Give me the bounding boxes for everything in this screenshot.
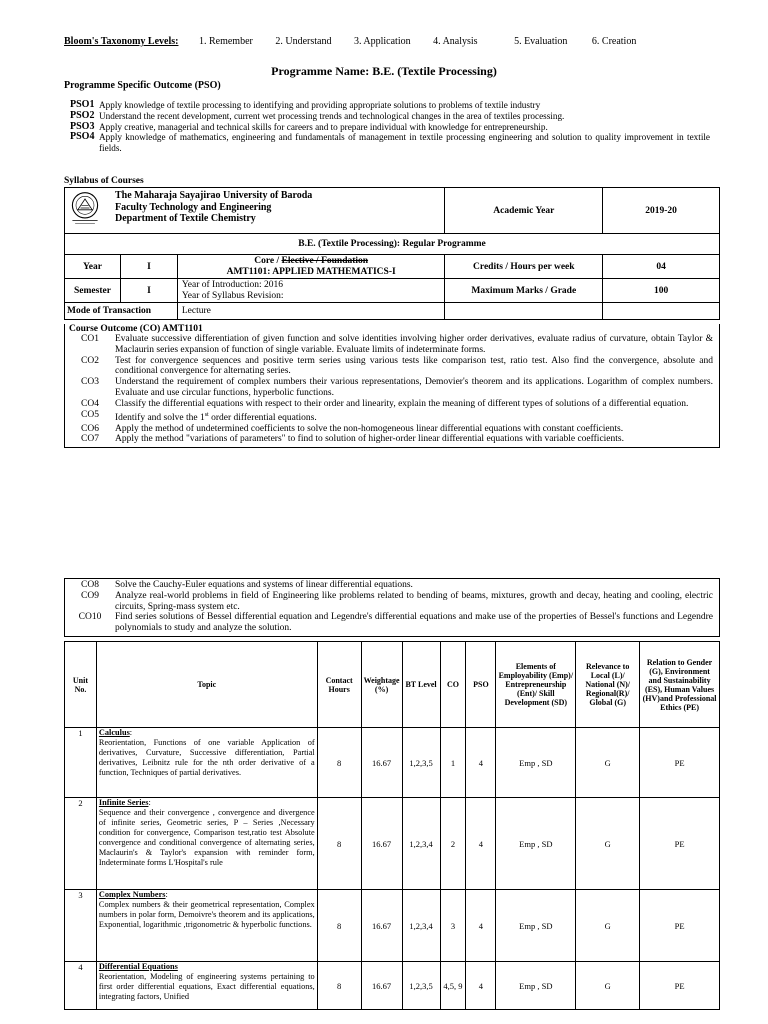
co-value: 3 [440, 890, 466, 962]
pso-value: 4 [466, 962, 496, 1010]
blooms-levels [64, 36, 636, 47]
topic-title: Differential Equations [98, 962, 178, 971]
co-heading: Course Outcome (CO) AMT1101 [69, 324, 203, 334]
faculty-name: Faculty Technology and Engineering [115, 201, 272, 213]
topic-body: Reorientation, Modeling of engineering systems pertaining to first order differential equations, Exact differential equations, integrating factors, Unified [98, 972, 315, 1001]
academic-year-label: Academic Year [445, 188, 603, 234]
co-code: CO7 [81, 434, 99, 445]
pso-item [70, 111, 710, 122]
pso-text: Understand the recent development, current wet processing trends and technological changes in the area of textiles processing. [99, 110, 565, 121]
credits-value: 04 [603, 255, 720, 279]
topic-body: Complex numbers & their geometrical representation, Complex numbers in polar form, Demoivre's theorem and its applications, Exponential, logarithmic ,trigonometric & hyperbolic functions. [98, 900, 315, 929]
pso-item [70, 100, 710, 111]
semester-value: I [120, 279, 177, 303]
bt-level: 1,2,3,5 [402, 962, 440, 1010]
university-cell [65, 188, 445, 234]
mode-value: Lecture [177, 303, 445, 320]
col-employability: Elements of Employability (Emp)/ Entrepreneurship (Ent)/ Skill Development (SD) [496, 642, 576, 728]
co-code: CO9 [81, 590, 99, 601]
co-item [65, 356, 719, 378]
bloom-level-4: 4. Analysis [433, 36, 478, 47]
co-text: Apply the method of undetermined coefficients to solve the non-homogeneous linear differential equations with constant coefficients. [115, 423, 624, 434]
bt-level: 1,2,3,5 [402, 728, 440, 798]
course-outcomes-continued [64, 578, 720, 637]
pso-item [70, 132, 710, 154]
weightage: 16.67 [361, 798, 402, 890]
programme-row: B.E. (Textile Processing): Regular Programme [65, 234, 720, 255]
pso-heading: Programme Specific Outcome (PSO) [64, 80, 221, 91]
university-name: The Maharaja Sayajirao University of Baroda [115, 190, 313, 201]
contact-hours: 8 [317, 962, 361, 1010]
topic-title: Complex Numbers [98, 890, 166, 899]
academic-year-value: 2019-20 [603, 188, 720, 234]
col-contact: Contact Hours [317, 642, 361, 728]
year-label: Year [65, 255, 121, 279]
col-co: CO [440, 642, 466, 728]
co-item [65, 424, 719, 435]
marks-value: 100 [603, 279, 720, 303]
unit-topic [96, 798, 317, 890]
marks-label: Maximum Marks / Grade [445, 279, 603, 303]
co-item [65, 580, 719, 591]
bloom-level-3: 3. Application [353, 36, 411, 47]
co-text: Evaluate successive differentiation of given function and solve identities involving higher order derivatives, evaluate radius of curvature, obtain Taylor & Maclaurin series expansion of function of single variable. Evaluate limits of indeterminate forms. [115, 334, 713, 355]
co-text [115, 410, 719, 424]
topic-body: Sequence and their convergence , convergence and divergence of infinite series, Geometric series, P – Series ,Necessary condition for convergence, Comparison test,ratio test Absolute convergence and conditional convergence of alternating series, Maclaurin's & Taylor's expansion with reminder form, Indeterminate forms L'Hospital's rule [98, 808, 315, 867]
co-text: Test for convergence sequences and positive term series using various tests like comparison test, ratio test. Also find the convergence, absolute and conditional convergence for alternating series. [115, 355, 713, 377]
table-row [65, 798, 720, 890]
contact-hours: 8 [317, 798, 361, 890]
table-row [65, 728, 720, 798]
topic-title-suffix: : [148, 798, 151, 807]
employability-value: Emp , SD [496, 962, 576, 1010]
co-code: CO6 [81, 423, 99, 434]
unit-table [64, 641, 720, 1010]
co-item [65, 591, 719, 613]
unit-number: 3 [65, 890, 97, 962]
university-logo-icon [67, 190, 103, 226]
co-text-part: Identify and solve the 1 [115, 412, 205, 423]
col-pso: PSO [466, 642, 496, 728]
unit-number: 4 [65, 962, 97, 1010]
topic-title: Calculus [98, 728, 130, 737]
relation-value: PE [640, 798, 720, 890]
weightage: 16.67 [361, 728, 402, 798]
topic-body: Reorientation, Functions of one variable Application of derivatives, Curvature, Successive differentiation, Partial derivatives, Leibnitz rule for the nth order derivative of a function, Techniques of partial derivatives. [98, 738, 315, 777]
co-code: CO5 [81, 409, 99, 420]
col-bt: BT Level [402, 642, 440, 728]
unit-topic [96, 962, 317, 1010]
pso-item [70, 122, 710, 133]
relation-value: PE [640, 728, 720, 798]
co-text: Solve the Cauchy-Euler equations and systems of linear differential equations. [115, 580, 413, 590]
co-text: Understand the requirement of complex numbers their various representations, Demovier's theorem and its applications. Logarithm of complex numbers. Evaluate and use circular functions, hyperbolic functions. [115, 377, 713, 398]
topic-title-suffix: : [129, 728, 133, 737]
programme-title: Programme Name: B.E. (Textile Processing) [271, 64, 497, 78]
department-name: Department of Textile Chemistry [115, 213, 256, 224]
pso-code: PSO3 [70, 120, 95, 132]
semester-label: Semester [65, 279, 121, 303]
relevance-value: G [576, 890, 640, 962]
col-topic: Topic [96, 642, 317, 728]
co-text-part: order differential equations. [208, 412, 317, 423]
credits-label: Credits / Hours per week [445, 255, 603, 279]
co-item [65, 434, 719, 445]
co-text: Analyze real-world problems in field of Engineering like problems related to bending of beams, mixtures, growth and decay, heating and cooling, electric circuits, Spring-mass system etc. [115, 590, 713, 612]
co-text: Classify the differential equations with respect to their order and linearity, explain the meaning of different types of solutions of a differential equation. [115, 398, 689, 409]
relevance-value: G [576, 798, 640, 890]
weightage: 16.67 [361, 962, 402, 1010]
pso-value: 4 [466, 890, 496, 962]
course-type-cell [177, 255, 445, 279]
mode-label: Mode of Transaction [65, 303, 178, 320]
table-row [65, 962, 720, 1010]
co-item [65, 334, 719, 356]
year-introduction: Year of Introduction: 2016 [181, 280, 284, 290]
col-relevance: Relevance to Local (L)/ National (N)/ Regional(R)/ Global (G) [576, 642, 640, 728]
co-code: CO10 [78, 612, 102, 623]
co-value: 2 [440, 798, 466, 890]
employability-value: Emp , SD [496, 890, 576, 962]
co-item [65, 410, 719, 424]
bloom-level-6: 6. Creation [591, 36, 637, 47]
co-value: 1 [440, 728, 466, 798]
topic-title: Infinite Series [98, 798, 149, 807]
employability-value: Emp , SD [496, 728, 576, 798]
contact-hours: 8 [317, 890, 361, 962]
co-item [65, 612, 719, 634]
pso-value: 4 [466, 798, 496, 890]
col-unit: Unit No. [65, 642, 97, 728]
co-code: CO2 [81, 355, 99, 366]
year-value: I [120, 255, 177, 279]
pso-value: 4 [466, 728, 496, 798]
relevance-value: G [576, 728, 640, 798]
pso-code: PSO4 [70, 131, 95, 143]
unit-topic [96, 890, 317, 962]
bloom-level-2: 2. Understand [275, 36, 332, 47]
unit-topic [96, 728, 317, 798]
pso-text: Apply creative, managerial and technical skills for careers and to prepare individual with knowledge for entrepreneurship. [99, 121, 548, 132]
co-item [65, 399, 719, 410]
bt-level: 1,2,3,4 [402, 798, 440, 890]
bt-level: 1,2,3,4 [402, 890, 440, 962]
co-value: 4,5, 9 [440, 962, 466, 1010]
co-code: CO8 [81, 580, 99, 590]
col-relation: Relation to Gender (G), Environment and Sustainability (ES), Human Values (HV)and Professional Ethics (PE) [640, 642, 720, 728]
core-label: Core / [254, 256, 282, 266]
pso-code: PSO1 [70, 99, 95, 110]
pso-text: Apply knowledge of textile processing to identifying and providing appropriate solutions to problems of textile industry [99, 100, 541, 110]
course-outcomes-box [64, 324, 720, 448]
pso-code: PSO2 [70, 109, 95, 121]
elective-label: Elective / Foundation [281, 256, 369, 266]
weightage: 16.67 [361, 890, 402, 962]
relation-value: PE [640, 890, 720, 962]
co-text: Find series solutions of Bessel differential equation and Legendre's differential equations and make use of the properties of Bessel's functions and Legendre polynomials to study and analyze the solution. [115, 612, 713, 634]
year-info-cell [177, 279, 445, 303]
relation-value: PE [640, 962, 720, 1010]
co-text: Apply the method "variations of parameters" to find to solution of higher-order linear differential equations with variable coefficients. [115, 434, 624, 445]
unit-table-header [65, 642, 720, 728]
syllabus-heading: Syllabus of Courses [64, 176, 144, 186]
co-text-sup: st [204, 411, 209, 418]
relevance-value: G [576, 962, 640, 1010]
year-revision: Year of Syllabus Revision: [181, 290, 284, 301]
contact-hours: 8 [317, 728, 361, 798]
pso-text: Apply knowledge of mathematics, engineering and fundamentals of management in textile processing engineering and solution to quality improvement in textile fields. [99, 132, 710, 154]
unit-number: 1 [65, 728, 97, 798]
co-code: CO1 [81, 334, 99, 344]
bloom-level-5: 5. Evaluation [514, 36, 568, 47]
co-code: CO4 [81, 398, 99, 409]
co-item [65, 377, 719, 399]
employability-value: Emp , SD [496, 798, 576, 890]
blooms-label: Bloom's Taxonomy Levels: [64, 36, 179, 47]
empty-cell [445, 303, 603, 320]
pso-list [70, 100, 710, 154]
col-weightage: Weightage (%) [361, 642, 402, 728]
co-code: CO3 [81, 377, 99, 388]
unit-number: 2 [65, 798, 97, 890]
table-row [65, 890, 720, 962]
bloom-level-1: 1. Remember [198, 36, 253, 47]
course-header-table [64, 187, 720, 320]
empty-cell [603, 303, 720, 320]
course-code-title: AMT1101: APPLIED MATHEMATICS-I [226, 266, 396, 277]
topic-title-suffix: : [165, 890, 168, 899]
